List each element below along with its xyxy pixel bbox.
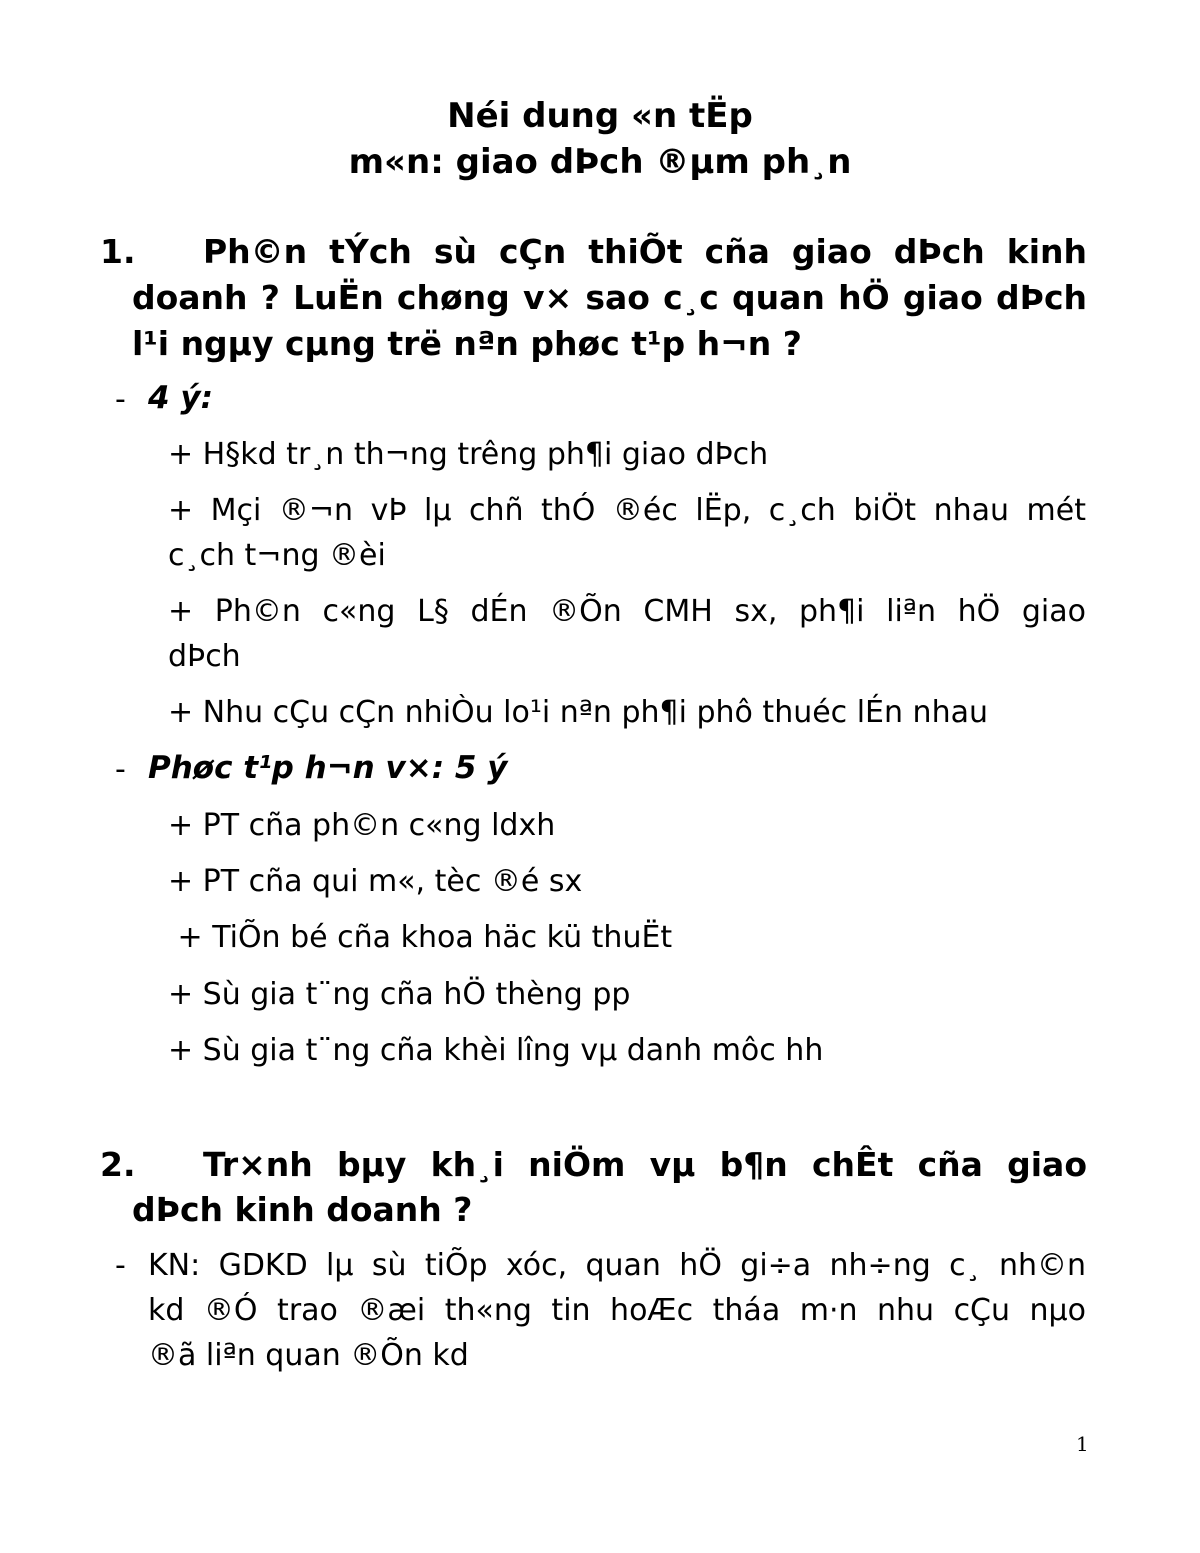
question-line: Tr×nh bµy kh¸i niÖm vµ b¶n chÊt cña giao xyxy=(203,1145,1087,1184)
question-line: doanh ? LuËn chøng v× sao c¸c quan hÖ giao dÞch xyxy=(132,278,1087,317)
definition-line: kd ®Ó trao ®æi th«ng tin hoÆc tháa m·n nhu cÇu nµo xyxy=(148,1293,1086,1328)
list-item: + Nhu cÇu cÇn nhiÒu lo¹i nªn ph¶i phô thuéc lÉn nhau xyxy=(168,695,988,730)
list-item: + Sù gia t¨ng cña hÖ thèng pp xyxy=(168,977,631,1012)
question-line: Ph©n tÝch sù cÇn thiÕt cña giao dÞch kinh xyxy=(203,232,1087,271)
bullet-dash: - xyxy=(115,752,126,787)
list-item: + Ph©n c«ng L§ dÉn ®Õn CMH sx, ph¶i liªn hÖ giao xyxy=(168,594,1086,629)
subsection-heading: 4 ý: xyxy=(148,380,213,416)
list-item-continuation: dÞch xyxy=(168,639,241,674)
list-item: + H§kd tr¸n th¬ng trêng ph¶i giao dÞch xyxy=(168,437,769,472)
bullet-dash: - xyxy=(115,382,126,417)
question-2 xyxy=(100,1145,1087,1235)
list-item: + Mçi ®¬n vÞ lµ chñ thÓ ®éc lËp, c¸ch biÖt nhau mét xyxy=(168,493,1086,528)
list-item: + PT cña ph©n c«ng ldxh xyxy=(168,808,556,843)
question-line: dÞch kinh doanh ? xyxy=(132,1190,473,1229)
list-item: + TiÕn bé cña khoa häc kü thuËt xyxy=(168,920,673,955)
document-subtitle: m«n: giao dÞch ®µm ph¸n xyxy=(348,142,852,182)
question-number: 2. xyxy=(100,1145,136,1184)
definition-line: KN: GDKD lµ sù tiÕp xóc, quan hÖ gi÷a nh÷ng c¸ nh©n xyxy=(148,1248,1086,1283)
definition-line: ®ã liªn quan ®Õn kd xyxy=(148,1338,469,1373)
bullet-dash: - xyxy=(115,1248,126,1283)
question-line: l¹i ngµy cµng trë nªn phøc t¹p h¬n ? xyxy=(132,324,802,363)
question-1 xyxy=(100,232,1087,372)
question-number: 1. xyxy=(100,232,136,271)
subsection-heading: Phøc t¹p h¬n v×: 5 ý xyxy=(148,750,508,786)
page-number: 1 xyxy=(1076,1432,1089,1456)
document-title: Néi dung «n tËp xyxy=(447,96,753,136)
list-item: + Sù gia t¨ng cña khèi lîng vµ danh môc hh xyxy=(168,1033,824,1068)
list-item: + PT cña qui m«, tèc ®é sx xyxy=(168,864,583,899)
list-item-continuation: c¸ch t¬ng ®èi xyxy=(168,538,386,573)
